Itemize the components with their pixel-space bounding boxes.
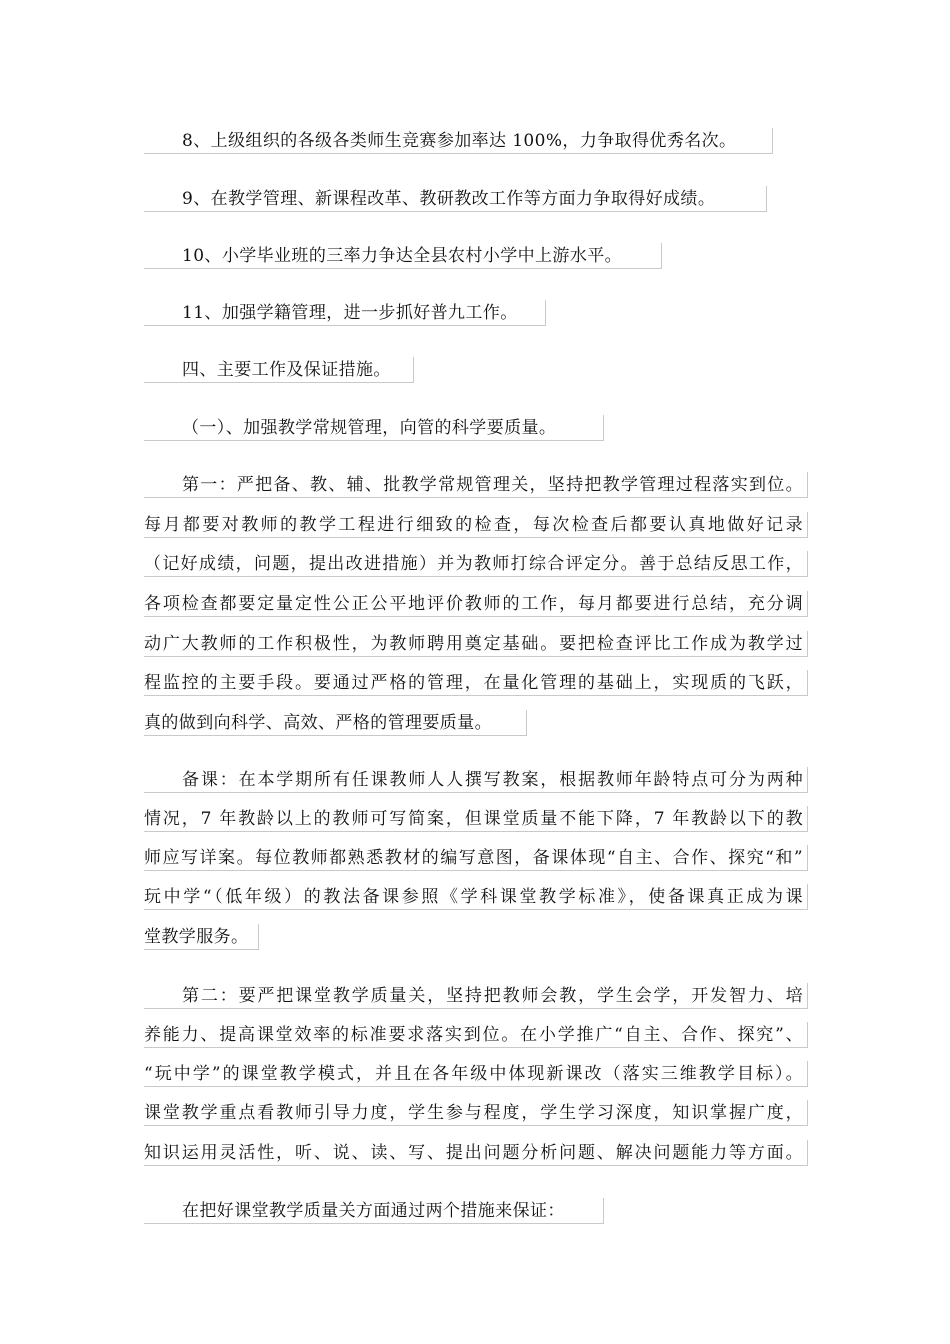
paragraph-lesson-prep-line: 玩中学“（低年级）的教法备课参照《学科课堂教学标准》，使备课真正成为课 [144, 884, 808, 910]
paragraph-first-line: （记好成绩，问题，提出改进措施）并为教师打综合评定分。善于总结反思工作， [144, 551, 808, 577]
paragraph-first-line: 第一：严把备、教、辅、批教学常规管理关，坚持把教学管理过程落实到位。 [144, 472, 808, 498]
paragraph-first-line: 程监控的主要手段。要通过严格的管理，在量化管理的基础上，实现质的飞跃， [144, 670, 808, 696]
goal-item-8: 8、上级组织的各级各类师生竞赛参加率达 100%，力争取得优秀名次。 [144, 128, 773, 154]
measures-intro-line: 在把好课堂教学质量关方面通过两个措施来保证： [144, 1198, 604, 1224]
paragraph-second-line: 课堂教学重点看教师引导力度，学生参与程度，学生学习深度，知识掌握广度， [144, 1100, 808, 1126]
goal-item-11: 11、加强学籍管理，进一步抓好普九工作。 [144, 300, 546, 326]
paragraph-first-line: 动广大教师的工作积极性，为教师聘用奠定基础。要把检查评比工作成为教学过 [144, 631, 808, 657]
section-heading-four: 四、主要工作及保证措施。 [144, 357, 414, 383]
subsection-heading-one: （一）、加强教学常规管理，向管的科学要质量。 [144, 415, 604, 441]
paragraph-second-line: 知识运用灵活性，听、说、读、写、提出问题分析问题、解决问题能力等方面。 [144, 1140, 808, 1166]
goal-item-10: 10、小学毕业班的三率力争达全县农村小学中上游水平。 [144, 243, 662, 269]
goal-item-9: 9、在教学管理、新课程改革、教研教改工作等方面力争取得好成绩。 [144, 186, 767, 212]
paragraph-second-line: 第二：要严把课堂教学质量关，坚持把教师会教，学生会学，开发智力、培 [144, 983, 808, 1009]
paragraph-second-line: “玩中学”的课堂教学模式，并且在各年级中体现新课改（落实三维教学目标）。 [144, 1061, 808, 1087]
paragraph-lesson-prep-line: 备课：在本学期所有任课教师人人撰写教案，根据教师年龄特点可分为两种 [144, 767, 808, 793]
paragraph-first-line: 各项检查都要定量定性公正公平地评价教师的工作，每月都要进行总结，充分调 [144, 591, 808, 617]
paragraph-second-line: 养能力、提高课堂效率的标准要求落实到位。在小学推广“自主、合作、探究”、 [144, 1022, 808, 1048]
paragraph-lesson-prep-line: 师应写详案。每位教师都熟悉教材的编写意图，备课体现“自主、合作、探究“和” [144, 845, 808, 871]
paragraph-first-line: 每月都要对教师的教学工程进行细致的检查，每次检查后都要认真地做好记录 [144, 512, 808, 538]
paragraph-first-line: 真的做到向科学、高效、严格的管理要质量。 [144, 710, 527, 736]
paragraph-lesson-prep-line: 堂教学服务。 [144, 924, 259, 950]
paragraph-lesson-prep-line: 情况，7 年教龄以上的教师可写简案，但课堂质量不能下降，7 年教龄以下的教 [144, 806, 808, 832]
